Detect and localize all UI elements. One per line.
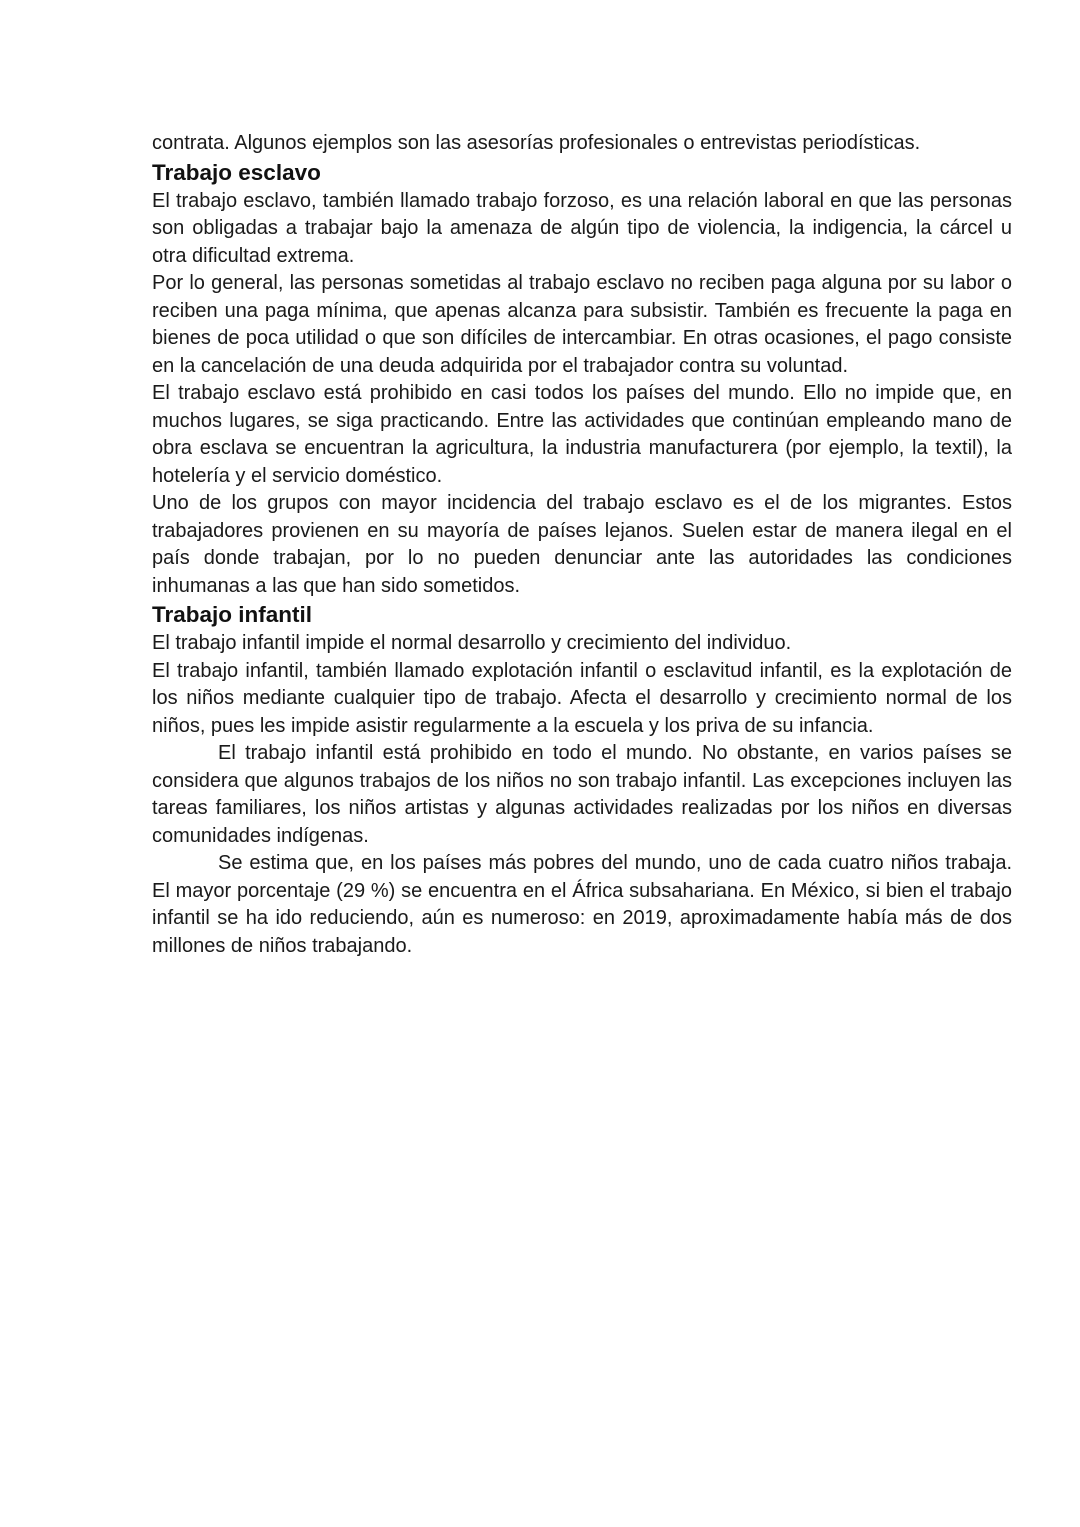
paragraph-continuation: contrata. Algunos ejemplos son las asesorías profesionales o entrevistas periodísticas.: [152, 132, 921, 154]
paragraph-trabajo-esclavo-prohibition: El trabajo esclavo está prohibido en casi todos los países del mundo. Ello no impide que, en muchos lugares, se siga practicando. Entre las actividades que continúan empleando mano de obra esclava se encuentran la agricultura, la industria manufacturera (por ejemplo, la textil), la hotelería y el servicio doméstico.: [152, 382, 1012, 487]
paragraph-trabajo-infantil-definition: El trabajo infantil, también llamado explotación infantil o esclavitud infantil, es la explotación de los niños mediante cualquier tipo de trabajo. Afecta el desarrollo y crecimiento normal de los niños, pues les impide asistir regularmente a la escuela y los priva de su infancia.: [152, 659, 1012, 737]
paragraph-trabajo-infantil-prohibition: El trabajo infantil está prohibido en todo el mundo. No obstante, en varios países se considera que algunos trabajos de los niños no son trabajo infantil. Las excepciones incluyen las tareas familiares, los niños artistas y algunas actividades realizadas por los niños en diversas comunidades indígenas.: [152, 742, 1012, 847]
paragraph-trabajo-infantil-statistics: Se estima que, en los países más pobres del mundo, uno de cada cuatro niños trabaja. El mayor porcentaje (29 %) se encuentra en el África subsahariana. En México, si bien el trabajo infantil se ha ido reduciendo, aún es numeroso: en 2019, aproximadamente había más de dos millones de niños trabajando.: [152, 852, 1012, 957]
paragraph-trabajo-infantil-intro: El trabajo infantil impide el normal desarrollo y crecimiento del individuo.: [152, 632, 792, 654]
paragraph-trabajo-esclavo-pay: Por lo general, las personas sometidas al trabajo esclavo no reciben paga alguna por su labor o reciben una paga mínima, que apenas alcanza para subsistir. También es frecuente la paga en bienes de poca utilidad o que son difíciles de intercambiar. En otras ocasiones, el pago consiste en la cancelación de una deuda adquirida por el trabajador contra su voluntad.: [152, 272, 1012, 377]
paragraph-trabajo-esclavo-definition: El trabajo esclavo, también llamado trabajo forzoso, es una relación laboral en que las personas son obligadas a trabajar bajo la amenaza de algún tipo de violencia, la indigencia, la cárcel u otra dificultad extrema.: [152, 189, 1012, 267]
section-heading-trabajo-esclavo: Trabajo esclavo: [152, 159, 321, 185]
section-heading-trabajo-infantil: Trabajo infantil: [152, 602, 313, 627]
paragraph-trabajo-esclavo-migrants: Uno de los grupos con mayor incidencia del trabajo esclavo es el de los migrantes. Estos trabajadores provienen en su mayoría de países lejanos. Suelen estar de manera ilegal en el país donde trabajan, por lo no pueden denunciar ante las autoridades las condiciones inhumanas a las que han sido sometidos.: [152, 492, 1012, 597]
